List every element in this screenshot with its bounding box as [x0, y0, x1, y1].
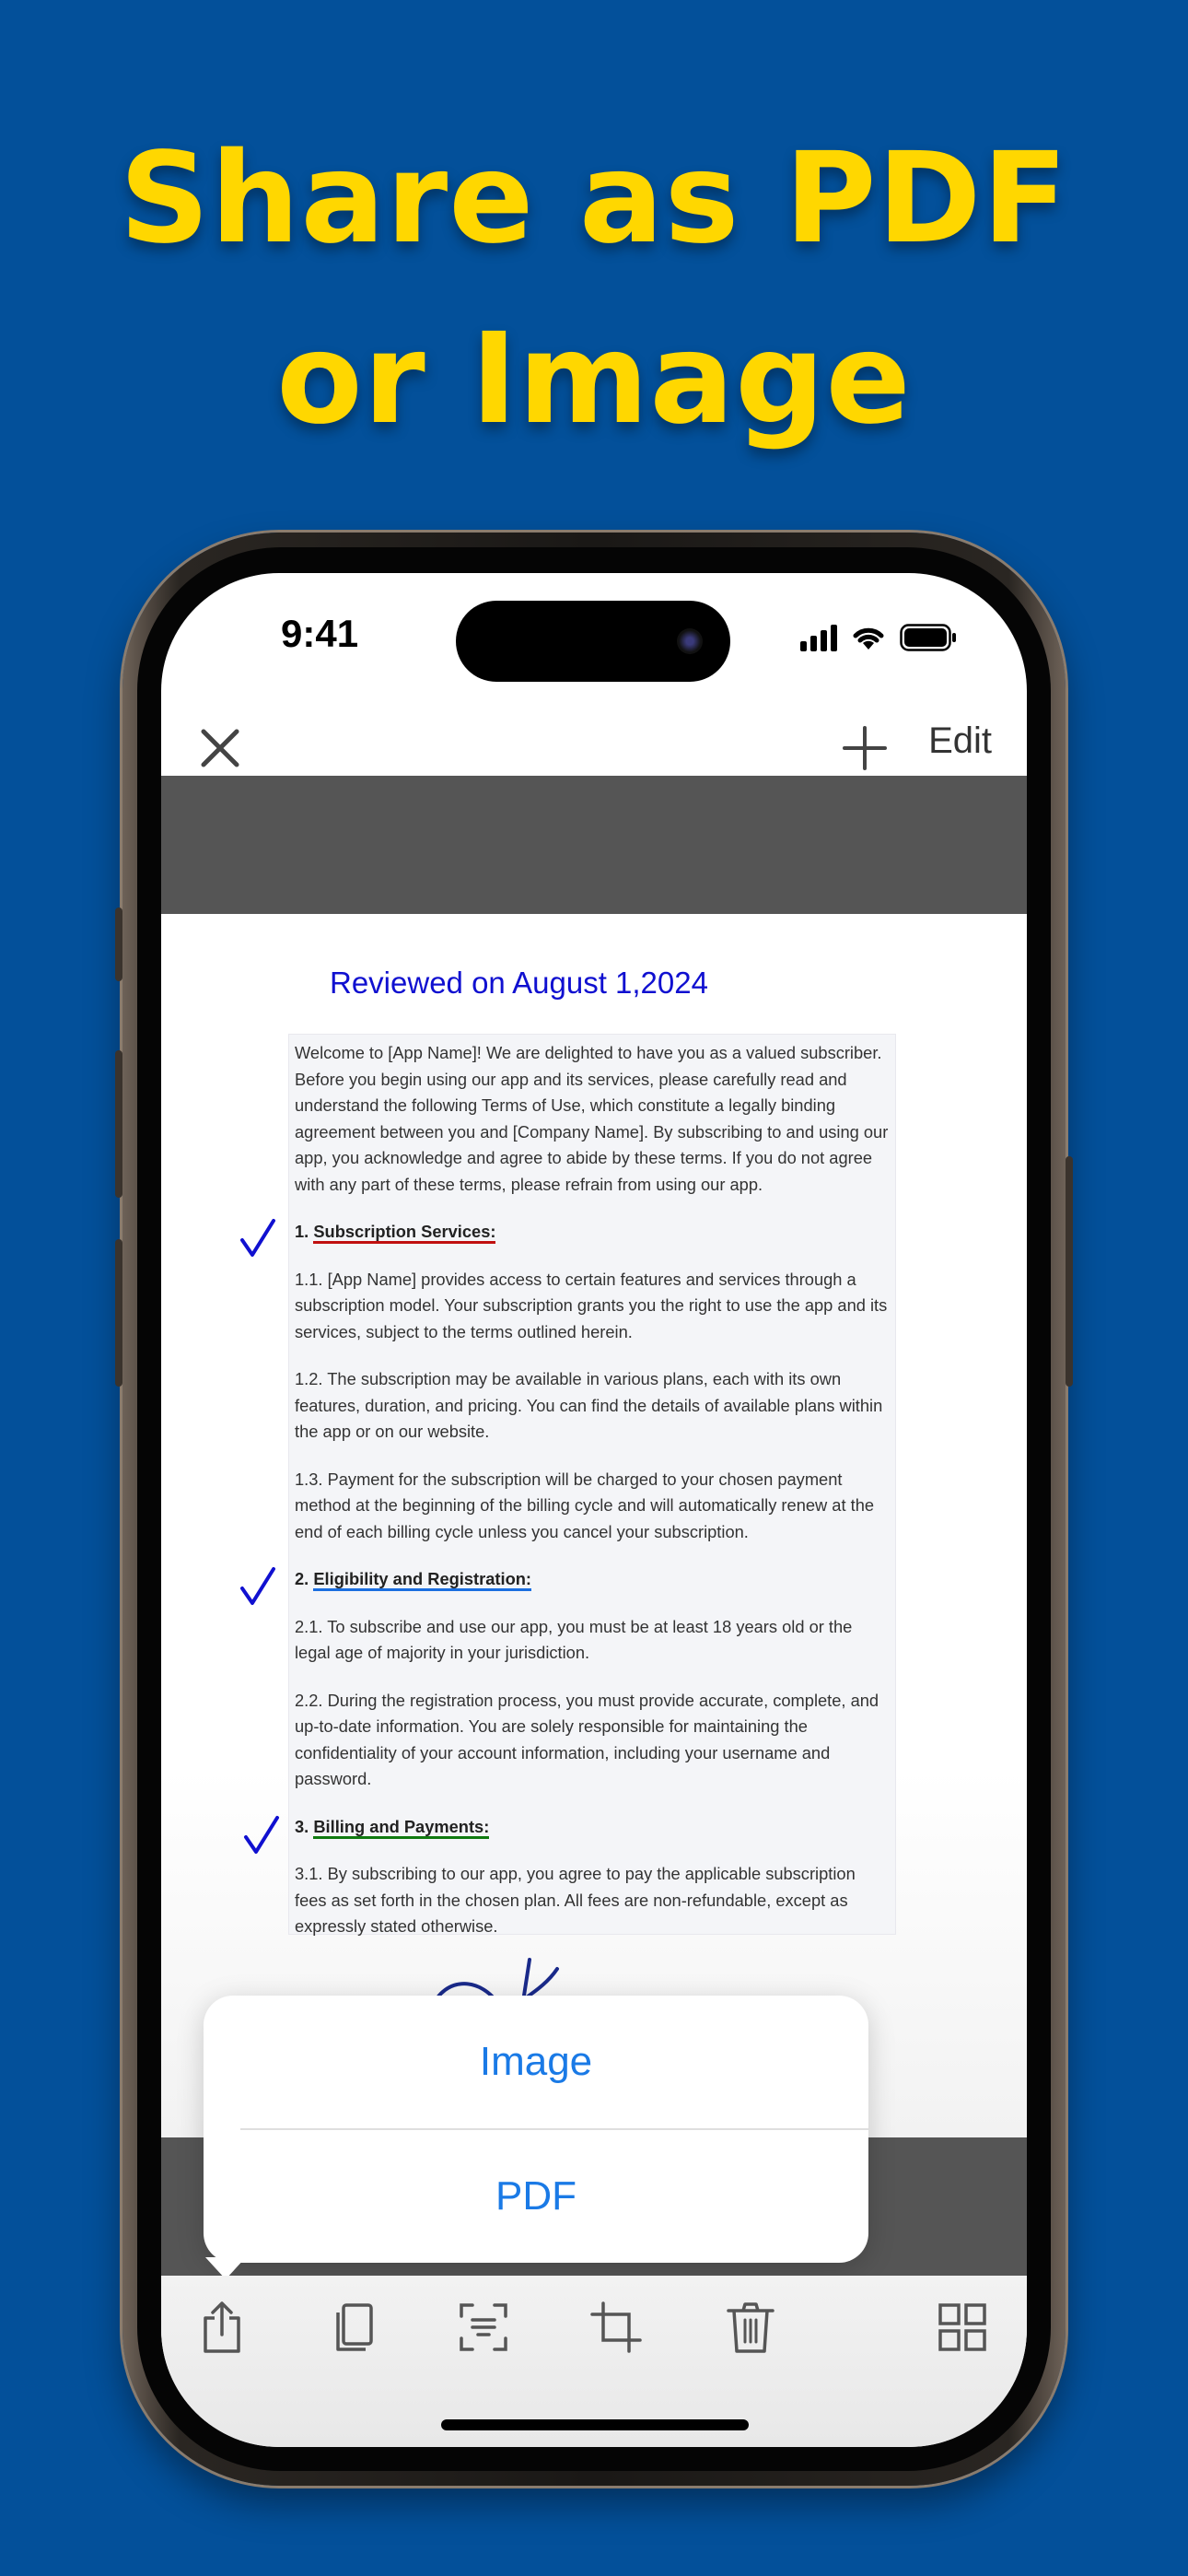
cellular-signal-icon — [800, 624, 837, 651]
share-as-pdf-option[interactable]: PDF — [495, 2173, 577, 2219]
phone-volume-down — [115, 1239, 122, 1387]
dynamic-island — [456, 601, 730, 682]
terms-paragraph: 2.1. To subscribe and use our app, you must be at least 18 years old or the legal age of majority in your jurisdiction. — [295, 1616, 853, 1662]
trash-icon[interactable] — [723, 2300, 778, 2355]
edit-button[interactable]: Edit — [928, 720, 992, 761]
copy-pages-icon[interactable] — [327, 2300, 382, 2355]
terms-paragraph: 1.2. The subscription may be available in various plans, each with its own features, duration, and pricing. You can find the details of available plans within the app or on our website. — [295, 1369, 883, 1441]
checkmark-annotation-1 — [239, 1218, 276, 1259]
phone-side-button — [115, 907, 122, 981]
terms-paragraph: 3.1. By subscribing to our app, you agree to pay the applicable subscription fees as set forth in the chosen plan. All fees are non-refundable, except as expressly stated otherwise. — [295, 1864, 856, 1936]
terms-text-block — [288, 1034, 896, 1935]
terms-paragraph: 2.2. During the registration process, you must provide accurate, complete, and up-to-date information. You are solely responsible for maintaining the confidentiality of your account information, including your username and password. — [295, 1690, 879, 1788]
share-as-image-option[interactable]: Image — [479, 2039, 593, 2084]
reviewed-stamp: Reviewed on August 1,2024 — [330, 966, 708, 1000]
headline — [0, 109, 1188, 470]
phone-volume-up — [115, 1050, 122, 1198]
grid-icon[interactable] — [935, 2300, 990, 2355]
phone-power-button — [1066, 1156, 1073, 1387]
status-time: 9:41 — [281, 612, 359, 655]
share-format-menu — [204, 1996, 868, 2263]
checkmark-annotation-2 — [239, 1566, 276, 1607]
headline-line-2: or Image — [276, 307, 912, 452]
crop-icon[interactable] — [588, 2300, 644, 2355]
battery-icon — [900, 624, 957, 651]
close-icon[interactable] — [196, 724, 244, 772]
home-indicator[interactable] — [441, 2419, 749, 2430]
section-heading-1: 1. Subscription Services: — [295, 1219, 891, 1246]
terms-paragraph: 1.1. [App Name] provides access to certain features and services through a subscription model. Your subscription grants you the right to use the app and its services, subject to the terms outlined herein. — [295, 1269, 888, 1341]
section-title-2: Eligibility and Registration: — [313, 1569, 531, 1591]
section-title-1: Subscription Services: — [313, 1222, 495, 1244]
status-icons — [800, 621, 957, 654]
terms-intro: Welcome to [App Name]! We are delighted to have you as a valued subscriber. Before you begin using our app and its services, please carefully read and understand the following Terms of Use, which constitute a legally binding agreement between you and [Company Name]. By subscribing to and using our app, you acknowledge and agree to abide by these terms. If you do not agree with any part of these terms, please refrain from using our app. — [295, 1043, 889, 1194]
checkmark-annotation-3 — [243, 1815, 280, 1856]
add-page-icon[interactable] — [841, 724, 889, 772]
section-heading-2: 2. Eligibility and Registration: — [295, 1566, 891, 1593]
share-icon[interactable] — [194, 2300, 250, 2355]
phone-screen — [161, 573, 1027, 2447]
section-title-3: Billing and Payments: — [313, 1817, 489, 1839]
section-heading-3: 3. Billing and Payments: — [295, 1814, 891, 1841]
document-page — [161, 914, 1027, 2137]
terms-paragraph: 1.3. Payment for the subscription will be charged to your chosen payment method at the beginning of the billing cycle and will automatically renew at the end of each billing cycle unless you cancel your subscription. — [295, 1469, 875, 1541]
page-gap-top — [161, 776, 1027, 914]
headline-line-1: Share as PDF — [119, 126, 1069, 272]
wifi-icon — [850, 624, 887, 651]
camera-icon — [677, 628, 703, 654]
scan-text-icon[interactable] — [456, 2300, 511, 2355]
